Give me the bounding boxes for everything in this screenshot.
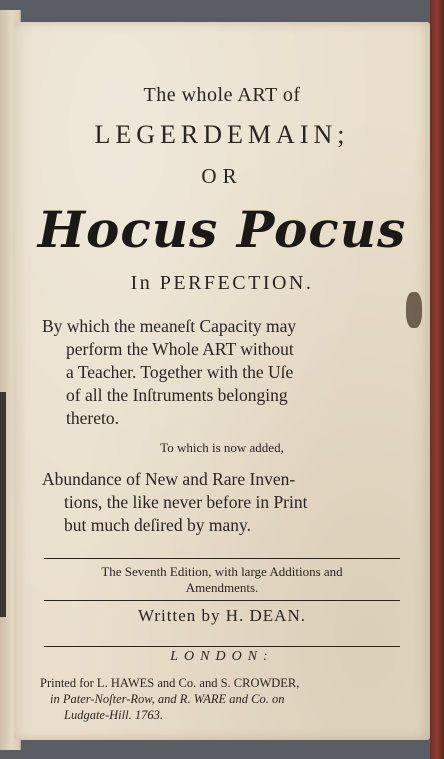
imprint [40,675,410,723]
place-of-publication: LONDON: [170,649,274,664]
ink-stain [406,292,422,328]
title-line-5: In PERFECTION. [130,272,314,294]
description-paragraph [42,315,402,430]
description-line: a Teacher. Together with the Uſe [66,362,294,382]
title-line-3: OR [201,164,243,188]
blackletter-title: Hocus Pocus [37,200,407,259]
divider-rule [44,558,400,559]
imprint-line: Printed for L. HAWES and Co. and S. CROWDER, [40,676,300,690]
description-line: By which the meaneſt Capacity may [42,316,297,336]
author-line: Written by H. DEAN. [138,606,306,625]
divider-rule [44,646,400,647]
additions-line: tions, the like never before in Print [64,492,308,512]
added-note: To which is now added, [160,440,284,455]
book-binding [430,0,444,759]
edition-note [34,564,410,596]
additions-paragraph [42,468,402,537]
title-page [14,22,430,740]
imprint-line: Ludgate-Hill. 1763. [64,708,163,722]
imprint-line: in Pater-Noſter-Row, and R. WARE and Co. on [50,692,285,706]
title-line-1: The whole ART of [143,84,301,106]
description-line: thereto. [66,408,119,428]
edition-line: Amendments. [185,580,259,595]
divider-rule [44,600,400,601]
additions-line: but much deſired by many. [64,515,251,535]
cover-dark-strip [0,392,6,617]
description-line: of all the Inſtruments belonging [66,385,288,405]
title-line-2: LEGERDEMAIN; [94,120,350,149]
description-line: perform the Whole ART without [66,339,294,359]
additions-line: Abundance of New and Rare Inven- [42,469,296,489]
edition-line: The Seventh Edition, with large Additions and [101,564,343,579]
